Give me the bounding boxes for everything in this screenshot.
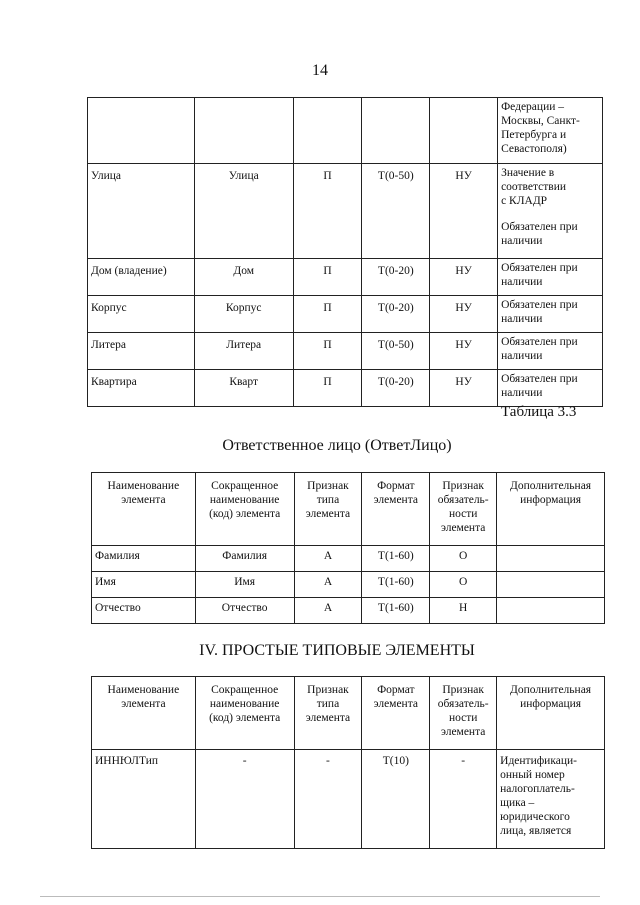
element-code-cell: Улица <box>194 164 293 259</box>
table-row <box>88 333 603 370</box>
element-info-cell <box>498 164 603 259</box>
element-info-cell: Федерации – Москвы, Санкт- Петербурга и Севастополя) <box>498 98 603 164</box>
table-row <box>88 259 603 296</box>
element-format-cell: T(0-20) <box>362 259 430 296</box>
table-header-row <box>92 677 605 750</box>
element-type-cell: П <box>293 259 362 296</box>
column-header: Формат элемента <box>362 677 430 750</box>
element-info-cell: Обязателен при наличии <box>498 259 603 296</box>
element-format-cell: T(0-20) <box>362 296 430 333</box>
element-type-cell: П <box>293 164 362 259</box>
element-name-cell: Улица <box>88 164 195 259</box>
element-requirement-cell: О <box>430 572 497 598</box>
element-type-cell: А <box>294 598 362 624</box>
element-format-cell: T(0-50) <box>362 164 430 259</box>
element-info-cell: Идентификаци- онный номер налогоплатель- щика – юридического лица, является <box>497 750 605 849</box>
element-type-cell: А <box>294 572 362 598</box>
table-row <box>92 750 605 849</box>
table-row <box>92 546 605 572</box>
element-format-cell <box>362 98 430 164</box>
element-name-cell <box>88 98 195 164</box>
simple-types-table <box>91 676 605 849</box>
address-elements-table <box>87 97 603 407</box>
element-type-cell: П <box>293 370 362 407</box>
element-requirement-cell: НУ <box>430 259 498 296</box>
element-code-cell: Фамилия <box>195 546 294 572</box>
table-row <box>88 164 603 259</box>
element-requirement-cell: НУ <box>430 164 498 259</box>
element-requirement-cell: НУ <box>430 296 498 333</box>
element-info-cell <box>497 546 605 572</box>
element-name-cell: Квартира <box>88 370 195 407</box>
element-code-cell: Дом <box>194 259 293 296</box>
element-code-cell: Литера <box>194 333 293 370</box>
table-header-row <box>92 473 605 546</box>
table-caption: Таблица 3.3 <box>501 404 577 420</box>
column-header: Признак типа элемента <box>294 677 362 750</box>
element-code-cell: Корпус <box>194 296 293 333</box>
column-header: Сокращенное наименование (код) элемента <box>195 473 294 546</box>
table-row <box>88 370 603 407</box>
column-header: Признак обязатель- ности элемента <box>430 677 497 750</box>
element-requirement-cell: Н <box>430 598 497 624</box>
element-code-cell <box>194 98 293 164</box>
element-name-cell: ИННЮЛТип <box>92 750 196 849</box>
element-name-cell: Дом (владение) <box>88 259 195 296</box>
page-bottom-divider <box>40 896 600 897</box>
table-title: Ответственное лицо (ОтветЛицо) <box>222 437 452 454</box>
column-header: Формат элемента <box>362 473 430 546</box>
element-requirement-cell: О <box>430 546 497 572</box>
element-name-cell: Литера <box>88 333 195 370</box>
element-name-cell: Фамилия <box>92 546 196 572</box>
element-code-cell: Отчество <box>195 598 294 624</box>
element-requirement-cell: НУ <box>430 370 498 407</box>
element-requirement-cell <box>430 98 498 164</box>
column-header: Наименование элемента <box>92 473 196 546</box>
element-info-cell <box>497 598 605 624</box>
element-format-cell: T(0-50) <box>362 333 430 370</box>
column-header: Наименование элемента <box>92 677 196 750</box>
element-requirement-cell: НУ <box>430 333 498 370</box>
element-type-cell: П <box>293 333 362 370</box>
element-format-cell: T(10) <box>362 750 430 849</box>
element-code-cell: - <box>195 750 294 849</box>
element-name-cell: Отчество <box>92 598 196 624</box>
element-info-cell: Обязателен при наличии <box>498 333 603 370</box>
column-header: Признак типа элемента <box>294 473 362 546</box>
element-type-cell: - <box>294 750 362 849</box>
page-number: 14 <box>312 62 328 79</box>
element-info-cell: Обязателен при наличии <box>498 370 603 407</box>
element-type-cell <box>293 98 362 164</box>
column-header: Дополнительная информация <box>497 677 605 750</box>
table-row <box>88 296 603 333</box>
element-type-cell: А <box>294 546 362 572</box>
element-type-cell: П <box>293 296 362 333</box>
element-name-cell: Имя <box>92 572 196 598</box>
element-info-cell: Обязателен при наличии <box>498 296 603 333</box>
element-info-note: Обязателен при наличии <box>501 221 578 247</box>
element-code-cell: Кварт <box>194 370 293 407</box>
section-title: IV. ПРОСТЫЕ ТИПОВЫЕ ЭЛЕМЕНТЫ <box>199 642 475 659</box>
element-format-cell: T(1-60) <box>362 572 430 598</box>
element-format-cell: T(0-20) <box>362 370 430 407</box>
element-info-text: Значение в соответствии с КЛАДР <box>501 167 567 207</box>
element-requirement-cell: - <box>430 750 497 849</box>
element-code-cell: Имя <box>195 572 294 598</box>
column-header: Признак обязатель- ности элемента <box>430 473 497 546</box>
column-header: Дополнительная информация <box>497 473 605 546</box>
element-info-cell <box>497 572 605 598</box>
responsible-person-table <box>91 472 605 624</box>
column-header: Сокращенное наименование (код) элемента <box>195 677 294 750</box>
table-row <box>88 98 603 164</box>
element-format-cell: T(1-60) <box>362 598 430 624</box>
element-format-cell: T(1-60) <box>362 546 430 572</box>
table-row <box>92 572 605 598</box>
table-row <box>92 598 605 624</box>
element-name-cell: Корпус <box>88 296 195 333</box>
